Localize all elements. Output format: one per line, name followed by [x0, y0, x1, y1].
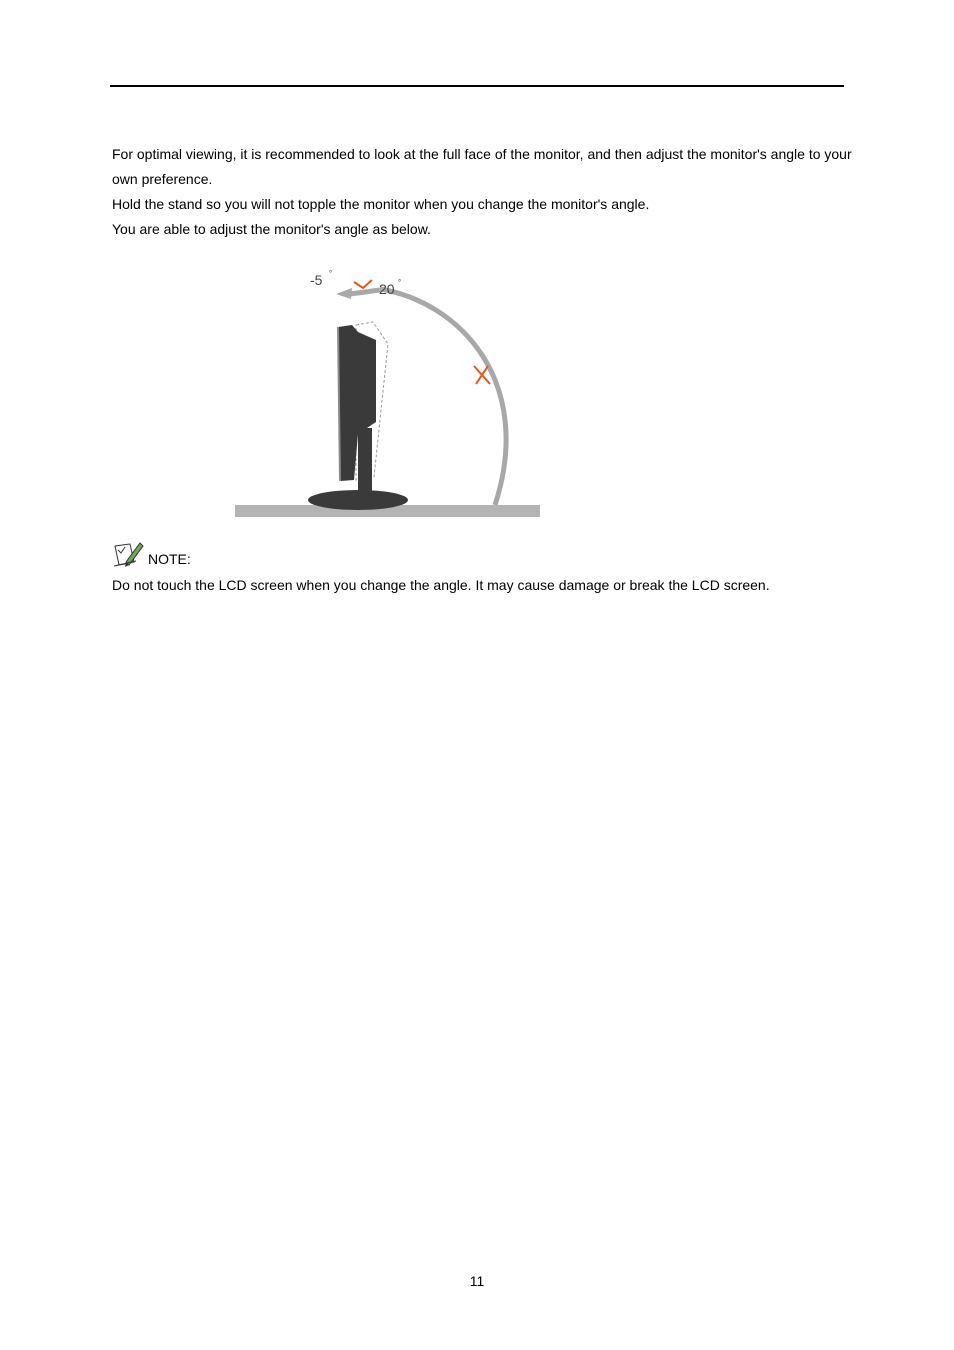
paragraph-hold-stand: Hold the stand so you will not topple the monitor when you change the monitor's angle.	[112, 196, 650, 212]
arc-arrow-tail	[350, 290, 380, 294]
arc-arrow-head	[336, 288, 352, 299]
angle-label-max-degree: °	[398, 278, 402, 287]
stand-neck	[358, 428, 372, 496]
angle-label-min: -5	[310, 272, 323, 288]
page-number: 11	[469, 1273, 485, 1289]
header-rule	[110, 85, 844, 87]
angle-label-max: 20	[379, 281, 395, 297]
note-pen-icon	[112, 540, 146, 568]
note-text: Do not touch the LCD screen when you change the angle. It may cause damage or break the LCD screen.	[112, 577, 770, 593]
tilt-arc	[380, 289, 506, 505]
tilt-angle-figure	[230, 262, 550, 524]
note-label: NOTE:	[148, 551, 191, 567]
check-mark-icon	[354, 280, 372, 288]
paragraph-adjust-angle: You are able to adjust the monitor's angle as below.	[112, 221, 431, 237]
angle-label-min-degree: °	[329, 269, 333, 278]
paragraph-optimal-viewing: For optimal viewing, it is recommended to look at the full face of the monitor, and then adjust the monitor's angle to your own preference.	[112, 146, 852, 187]
